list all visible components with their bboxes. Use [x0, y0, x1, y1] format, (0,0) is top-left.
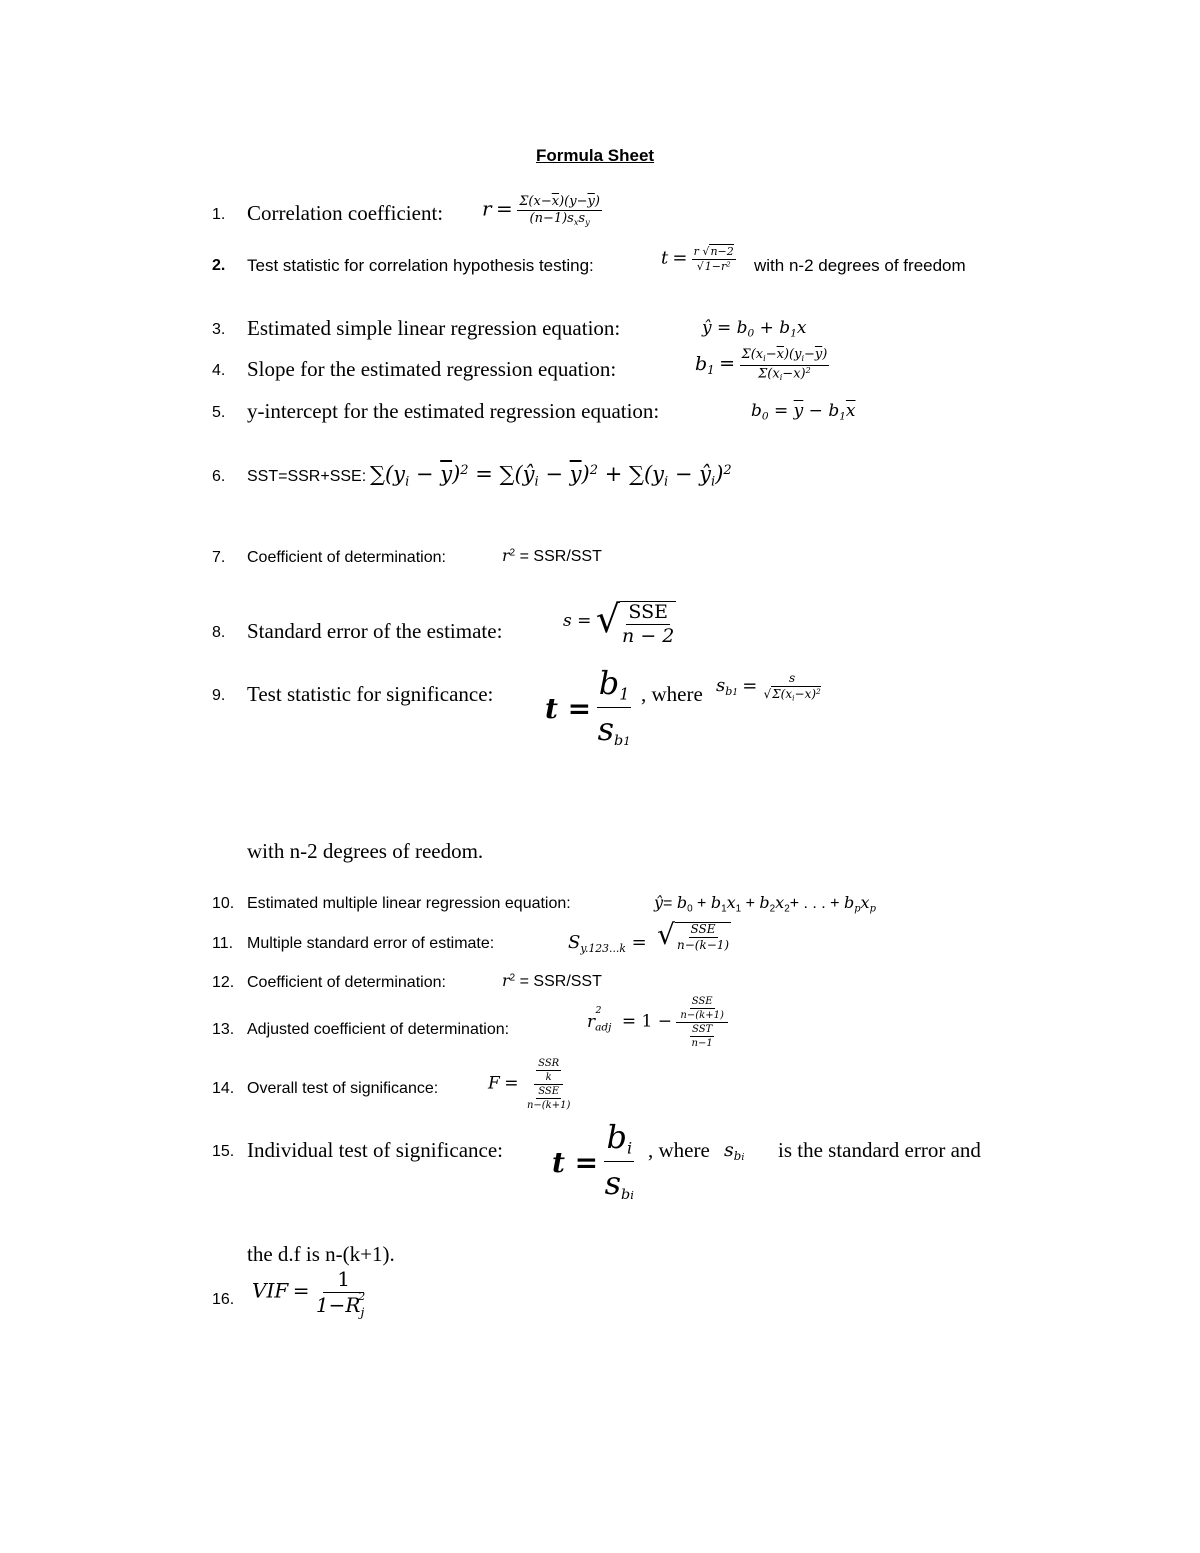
item-label-1: Correlation coefficient:	[247, 201, 444, 225]
formula-vif: VIF = $\frac{1}{1-R_j^2}$	[252, 1267, 366, 1320]
item-label-15: Individual test of significance:	[247, 1138, 504, 1162]
item-label-3: Estimated simple linear regression equation:	[247, 316, 621, 340]
item-number-13: 13.	[212, 1021, 235, 1038]
formula-adjusted-r-squared: $r_{adj}^2 = 1$ − $\frac{\frac{\text{SSE}}{n-(k+1)}}{\frac{\text{SST}}{n-1}}$	[587, 996, 728, 1049]
formula-individual-t: t = $\frac{b_i}{s_{bi}}$	[552, 1118, 634, 1204]
formula-correlation: r = $\frac{\Sigma(x-\overline{x})(y-\overline{y})}{(n-1)s_xs_y}$	[482, 194, 600, 228]
item-number-7: 7.	[212, 549, 226, 566]
item-number-5: 5.	[212, 404, 226, 421]
item-label-6: SST=SSR+SSE:	[247, 468, 367, 485]
formula-multiple-regression: ŷ= $b_0 + b_1x_1 + b_2x_2+$ . . . + $b_px_p$	[654, 893, 876, 915]
page-title: Formula Sheet	[536, 146, 655, 165]
item-number-6: 6.	[212, 468, 226, 485]
item-rhs-12: = SSR/SST	[519, 973, 602, 990]
item-label-12: Coefficient of determination:	[247, 974, 446, 991]
item-label-13: Adjusted coefficient of determination:	[247, 1021, 510, 1038]
item-number-10: 10.	[212, 895, 235, 912]
item-number-12: 12.	[212, 974, 235, 991]
item-number-8: 8.	[212, 624, 226, 641]
item-number-4: 4.	[212, 362, 226, 379]
item-label-4: Slope for the estimated regression equation:	[247, 357, 617, 381]
item-label-10: Estimated multiple linear regression equation:	[247, 895, 571, 912]
formula-sst-decomposition: $\sum(y_i - \overline{y})^2$ = $\sum(ŷ_i - \overline{y})^2 + \sum(y_i$ − $ŷ_i)^2$	[370, 462, 732, 490]
item-number-11: 11.	[212, 935, 234, 952]
item-label-2: Test statistic for correlation hypothesis testing:	[247, 256, 594, 275]
item-label-8: Standard error of the estimate:	[247, 619, 503, 643]
formula-sb1: $s_{b1}$ = $\frac{s}{√\Sigma(x_i-\overline{x})^2}$	[716, 671, 821, 703]
item-number-15: 15.	[212, 1143, 235, 1160]
formula-standard-error: s = √ $\frac{\text{SSE}}{n - 2}$	[563, 597, 675, 647]
formula-correlation-t: t = $\frac{r √n-2}{√1-r^2}$	[661, 245, 734, 274]
item-where-15: , where	[648, 1138, 710, 1162]
item-number-16: 16.	[212, 1291, 235, 1308]
item-where-9: , where	[641, 682, 703, 706]
formula-t-significance: t = $\frac{b_1}{s_{b1}}$	[545, 664, 631, 750]
item-continuation-9: with n-2 degrees of reedom.	[247, 839, 484, 863]
item-number-2: 2.	[212, 257, 226, 274]
item-label-11: Multiple standard error of estimate:	[247, 935, 495, 952]
formula-intercept: $b_0 = \overline{y} - b_1\overline{x}$	[751, 401, 856, 423]
formula-f-test: F = $\frac{\frac{\text{SSR}}{k}}{\frac{\text{SSE}}{n-(k+1)}}$	[488, 1058, 571, 1111]
item-number-1: 1.	[212, 206, 226, 223]
item-label-7: Coefficient of determination:	[247, 549, 446, 566]
item-label-9: Test statistic for significance:	[247, 682, 494, 706]
item-label-14: Overall test of significance:	[247, 1080, 439, 1097]
formula-r-squared-2: $r^2 = SSR/SST$	[502, 971, 602, 990]
formula-r-squared-1: $r^2 = SSR/SST$	[502, 546, 602, 565]
formula-slope: $b_1$ = $\frac{\Sigma(x_i-\overline{x})(y_i-\overline{y})}{\Sigma(x_i-\overline{x})^2}$	[695, 347, 828, 382]
formula-multiple-standard-error: $S_{y.123...k}$ = √ $\frac{\text{SSE}}{n-(k-1)}$	[568, 918, 730, 955]
item-number-9: 9.	[212, 687, 226, 704]
item-suffix-2: with n-2 degrees of freedom	[754, 256, 966, 275]
item-number-3: 3.	[212, 321, 226, 338]
item-tail-15: is the standard error and	[778, 1138, 981, 1162]
item-number-14: 14.	[212, 1080, 235, 1097]
formula-simple-regression: ŷ = $b_0 + b_1x$	[702, 318, 807, 340]
item-label-5: y-intercept for the estimated regression equation:	[247, 399, 660, 423]
formula-sbi: $s_{bi}$	[724, 1139, 745, 1164]
item-rhs-7: = SSR/SST	[519, 548, 602, 565]
item-continuation-15: the d.f is n-(k+1).	[247, 1242, 395, 1266]
